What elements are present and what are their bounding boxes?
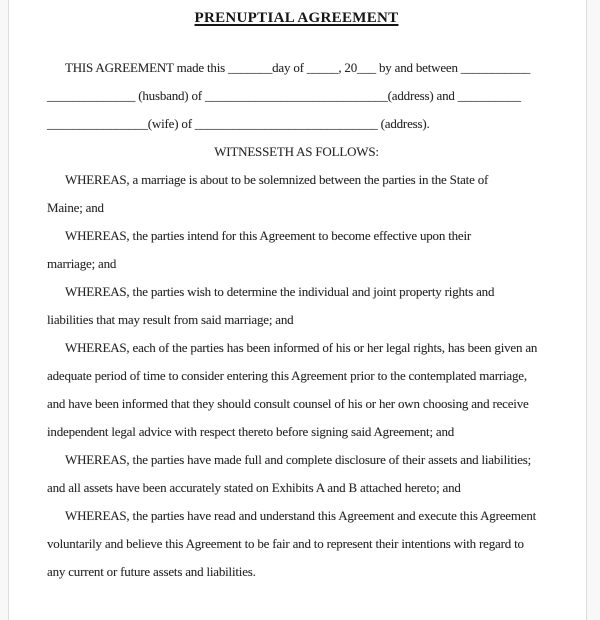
whereas-clause-3 <box>47 278 546 334</box>
whereas-clause-2 <box>47 222 546 278</box>
witnesseth-heading: WITNESSETH AS FOLLOWS: <box>214 144 379 159</box>
clause-line: independent legal advice with respect thereto before signing said Agreement; and <box>47 424 455 439</box>
whereas-clause-4 <box>47 334 546 446</box>
clause-line: WHEREAS, the parties have made full and complete disclosure of their assets and liabilities; <box>65 452 532 467</box>
clause-line: marriage; and <box>47 256 117 271</box>
document-content <box>9 9 586 586</box>
clause-line: voluntarily and believe this Agreement to be fair and to represent their intentions with regard to <box>47 536 524 551</box>
opening-paragraph <box>47 54 546 138</box>
document-title: PRENUPTIAL AGREEMENT <box>194 10 399 26</box>
clause-line: WHEREAS, the parties have read and understand this Agreement and execute this Agreement <box>65 508 537 523</box>
document-page <box>8 0 587 620</box>
clause-line: WHEREAS, the parties intend for this Agreement to become effective upon their <box>65 228 472 243</box>
whereas-clause-5 <box>47 446 546 502</box>
clause-line: and have been informed that they should consult counsel of his or her own choosing and receive <box>47 396 529 411</box>
opening-line: THIS AGREEMENT made this _______day of _____, 20___ by and between ___________ <box>65 60 531 75</box>
clause-line: WHEREAS, a marriage is about to be solemnized between the parties in the State of <box>65 172 489 187</box>
whereas-clause-6 <box>47 502 546 586</box>
clause-line: any current or future assets and liabilities. <box>47 564 256 579</box>
clause-line: WHEREAS, each of the parties has been informed of his or her legal rights, has been given an <box>65 340 538 355</box>
clause-line: WHEREAS, the parties wish to determine the individual and joint property rights and <box>65 284 495 299</box>
clause-line: Maine; and <box>47 200 104 215</box>
opening-line: ________________(wife) of _____________________________ (address). <box>47 116 430 131</box>
clause-line: liabilities that may result from said marriage; and <box>47 312 294 327</box>
clause-line: and all assets have been accurately stated on Exhibits A and B attached hereto; and <box>47 480 461 495</box>
opening-line: ______________ (husband) of _____________________________(address) and __________ <box>47 88 521 103</box>
whereas-clause-1 <box>47 166 546 222</box>
clause-line: adequate period of time to consider entering this Agreement prior to the contemplated marriage, <box>47 368 527 383</box>
